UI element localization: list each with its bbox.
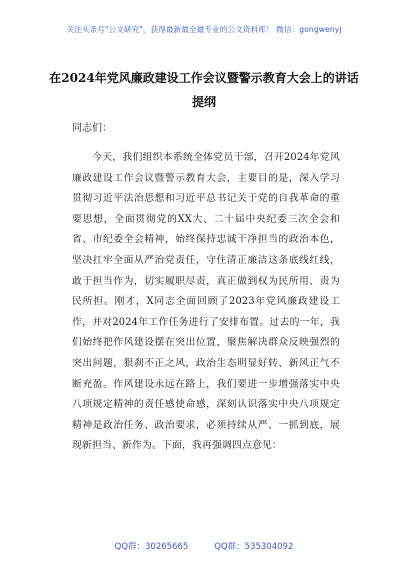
footer-qq-group-1: QQ群：30265665 xyxy=(114,542,189,552)
footer-qq-group-2: QQ群：535304092 xyxy=(214,542,294,552)
header-promo-note: 关注头条号"公文研究"，获得最新最全最专业的公文资料库！ 微信：gongwenyj xyxy=(66,25,342,34)
document-title: 在2024年党风廉政建设工作会议暨警示教育大会上的讲话提纲 xyxy=(49,71,359,109)
paragraph-text: 今天，我们组织本系统全体党员干部，召开2024年党风廉政建设工作会议暨警示教育大会，主要目的是，深入学习贯彻习近平法治思想和习近平总书记关于党的自我革命的重要思想，全面贯彻党的XX大、二十届中央纪委三次全会和省、市纪委全会精神，始终保持忠诚干净担当的政治本色，坚决扛牢全面从严治党责任，守住清正廉洁这条底线红线，敢于担当作为，切实履职尽责，真正做到权为民所用、责为民所担。刚才，X同志全面回顾了2023年党风廉政建设工作，并对2024年工作任务进行了安排布置。过去的一年，我们始终把作风建设摆在突出位置，聚焦解决群众反映强烈的突出问题，狠刹不正之风，政治生态明显好转、新风正气不断充盈。作风建设永远在路上，我们要进一步增强落实中央八项规定精神的责任感使命感，深刻认识落实中央八项规定精神是政治任务、政治要求，必须持续从严、一抓到底，展现新担当、新作为。下面，我再强调四点意见： xyxy=(72,152,340,452)
footer-contacts xyxy=(0,540,408,552)
salutation: 同志们： xyxy=(72,123,112,134)
body-paragraph xyxy=(72,148,340,457)
